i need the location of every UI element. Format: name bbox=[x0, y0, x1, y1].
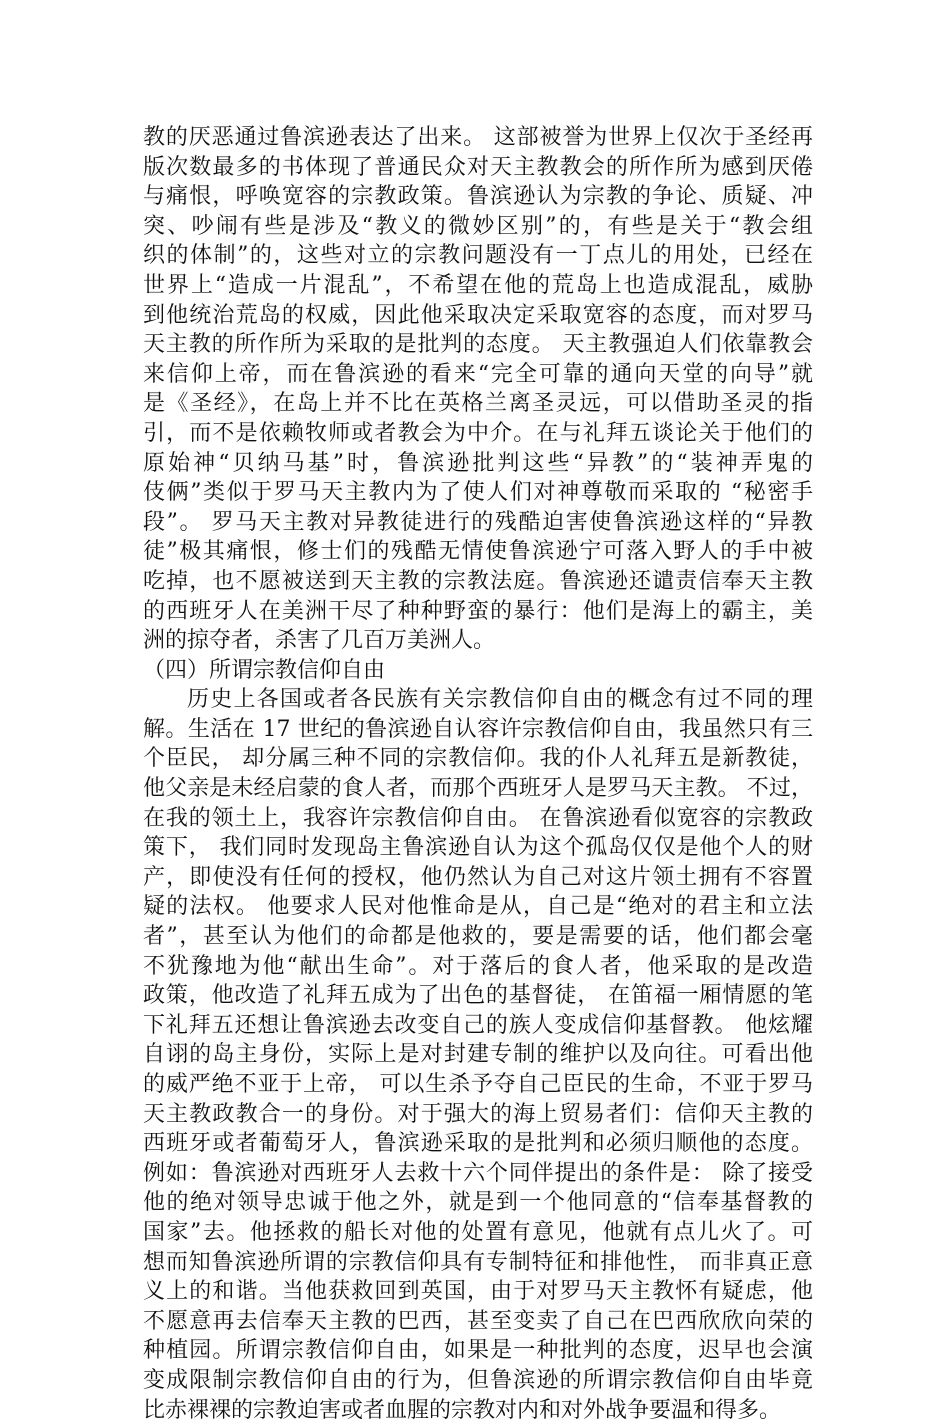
text-line: 他的绝对领导忠诚于他之外，就是到一个他同意的“信奉基督教的 bbox=[143, 1190, 813, 1216]
text-line: 天主教的所作所为采取的是批判的态度。 天主教强迫人们依靠教会 bbox=[143, 332, 813, 358]
text-line: 个臣民， 却分属三种不同的宗教信仰。我的仆人礼拜五是新教徒， bbox=[143, 746, 813, 772]
text-line: 政策，他改造了礼拜五成为了出色的基督徒， 在笛福一厢情愿的笔 bbox=[143, 983, 813, 1009]
text-line: 不愿意再去信奉天主教的巴西，甚至变卖了自己在巴西欣欣向荣的 bbox=[143, 1308, 813, 1334]
text-line: 变成限制宗教信仰自由的行为，但鲁滨逊的所谓宗教信仰自由毕竟 bbox=[143, 1367, 813, 1393]
section-heading bbox=[143, 656, 813, 686]
body-text bbox=[143, 123, 813, 1425]
text-line: 者”，甚至认为他们的命都是他救的，要是需要的话，他们都会毫 bbox=[143, 924, 813, 950]
text-line: 不犹豫地为他“献出生命”。对于落后的食人者，他采取的是改造 bbox=[143, 953, 813, 979]
text-line: 策下， 我们同时发现岛主鲁滨逊自认为这个孤岛仅仅是他个人的财 bbox=[143, 835, 813, 861]
text-line: 原始神“贝纳马基”时，鲁滨逊批判这些“异教”的“装神弄鬼的 bbox=[143, 450, 813, 476]
text-line: 历史上各国或者各民族有关宗教信仰自由的概念有过不同的理 bbox=[187, 687, 813, 713]
text-line: 想而知鲁滨逊所谓的宗教信仰具有专制特征和排他性， 而非真正意 bbox=[143, 1249, 813, 1275]
text-line: 引，而不是依赖牧师或者教会为中介。在与礼拜五谈论关于他们的 bbox=[143, 420, 813, 446]
text-line: 与痛恨，呼唤宽容的宗教政策。鲁滨逊认为宗教的争论、质疑、冲 bbox=[143, 184, 813, 210]
text-line: 是《圣经》，在岛上并不比在英格兰离圣灵远，可以借助圣灵的指 bbox=[143, 391, 813, 417]
text-line: 比赤裸裸的宗教迫害或者血腥的宗教对内和对外战争要温和得多。 bbox=[143, 1397, 782, 1423]
text-line: 在我的领土上，我容许宗教信仰自由。 在鲁滨逊看似宽容的宗教政 bbox=[143, 805, 813, 831]
text-line: 解。生活在 17 世纪的鲁滨逊自认容许宗教信仰自由，我虽然只有三 bbox=[143, 716, 813, 742]
text-line: 到他统治荒岛的权威，因此他采取决定采取宽容的态度，而对罗马 bbox=[143, 302, 813, 328]
text-line: 徒”极其痛恨，修士们的残酷无情使鲁滨逊宁可落入野人的手中被 bbox=[143, 539, 813, 565]
text-line: 洲的掠夺者，杀害了几百万美洲人。 bbox=[143, 628, 496, 654]
text-line: 突、吵闹有些是涉及“教义的微妙区别”的，有些是关于“教会组 bbox=[143, 213, 813, 239]
text-line: 段”。 罗马天主教对异教徒进行的残酷迫害使鲁滨逊这样的“异教 bbox=[143, 509, 813, 535]
paragraph-religious-freedom bbox=[143, 685, 813, 1425]
text-line: 伎俩”类似于罗马天主教内为了使人们对神尊敬而采取的 “秘密手 bbox=[143, 480, 813, 506]
text-line: 的威严绝不亚于上帝， 可以生杀予夺自己臣民的生命，不亚于罗马 bbox=[143, 1072, 813, 1097]
text-line: 版次数最多的书体现了普通民众对天主教教会的所作所为感到厌倦 bbox=[143, 154, 813, 180]
text-line: 教的厌恶通过鲁滨逊表达了出来。 这部被誉为世界上仅次于圣经再 bbox=[143, 125, 813, 150]
text-line: 西班牙或者葡萄牙人，鲁滨逊采取的是批判和必须归顺他的态度。 bbox=[143, 1131, 813, 1157]
text-line: 下礼拜五还想让鲁滨逊去改变自己的族人变成信仰基督教。 他炫耀 bbox=[143, 1012, 813, 1038]
text-line: 疑的法权。 他要求人民对他惟命是从，自己是“绝对的君主和立法 bbox=[143, 894, 813, 920]
paragraph-religious-critique bbox=[143, 123, 813, 656]
text-line: 天主教政教合一的身份。对于强大的海上贸易者们：信仰天主教的 bbox=[143, 1101, 813, 1127]
text-line: 自诩的岛主身份，实际上是对封建专制的维护以及向往。可看出他 bbox=[143, 1042, 813, 1068]
text-line: 种植园。所谓宗教信仰自由，如果是一种批判的态度，迟早也会演 bbox=[143, 1338, 813, 1364]
text-line: 产，即使没有任何的授权，他仍然认为自己对这片领土拥有不容置 bbox=[143, 864, 813, 890]
text-line: 的西班牙人在美洲干尽了种种野蛮的暴行：他们是海上的霸主，美 bbox=[143, 598, 813, 624]
text-line: 来信仰上帝，而在鲁滨逊的看来“完全可靠的通向天堂的向导”就 bbox=[143, 361, 813, 387]
text-line: 织的体制”的，这些对立的宗教问题没有一丁点儿的用处，已经在 bbox=[143, 243, 813, 269]
text-line: 义上的和谐。当他获救回到英国，由于对罗马天主教怀有疑虑，他 bbox=[143, 1279, 813, 1305]
text-line: 他父亲是未经启蒙的食人者，而那个西班牙人是罗马天主教。 不过， bbox=[143, 776, 813, 802]
text-line: 例如：鲁滨逊对西班牙人去救十六个同伴提出的条件是： 除了接受 bbox=[143, 1160, 813, 1186]
text-line: 世界上“造成一片混乱”，不希望在他的荒岛上也造成混乱，威胁 bbox=[143, 272, 813, 298]
text-line: 吃掉，也不愿被送到天主教的宗教法庭。鲁滨逊还谴责信奉天主教 bbox=[143, 568, 813, 594]
text-line: 国家”去。他拯救的船长对他的处置有意见，他就有点儿火了。可 bbox=[143, 1219, 813, 1245]
section-heading-text: （四）所谓宗教信仰自由 bbox=[143, 657, 386, 683]
